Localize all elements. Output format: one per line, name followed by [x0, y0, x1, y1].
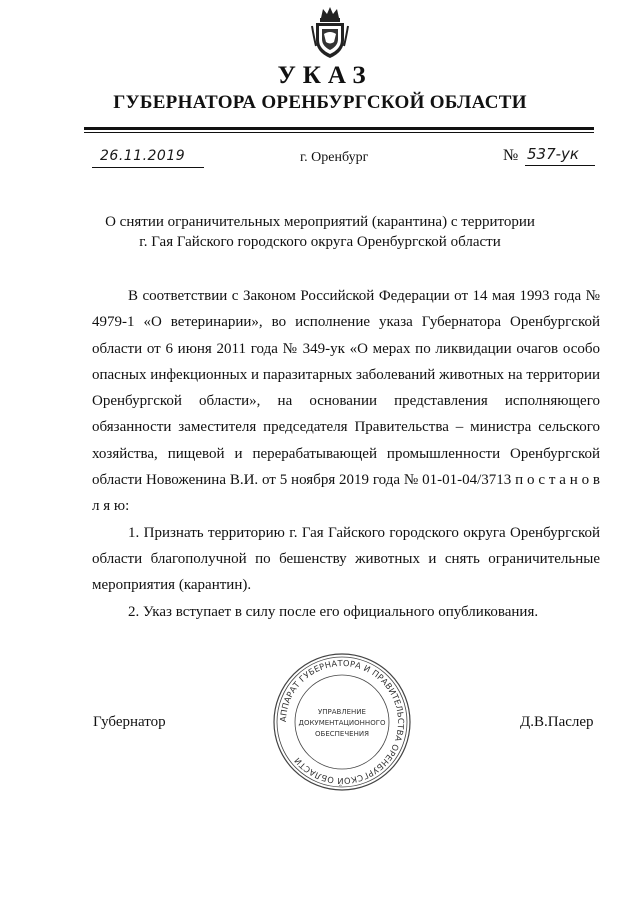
stamp-line-1: УПРАВЛЕНИЕ — [318, 708, 366, 716]
stamp-line-2: ДОКУМЕНТАЦИОННОГО — [298, 719, 386, 727]
number-underline — [525, 165, 595, 166]
number-sign: № — [503, 147, 519, 164]
official-stamp — [272, 652, 412, 792]
subject-line-1: О снятии ограничительных мероприятий (карантина) с территории — [105, 214, 535, 230]
decree-subject — [90, 212, 550, 252]
header-divider-thin — [84, 132, 594, 133]
decree-body — [92, 283, 600, 625]
issuer-title: ГУБЕРНАТОРА ОРЕНБУРГСКОЙ ОБЛАСТИ — [113, 92, 527, 113]
stamp-line-3: ОБЕСПЕЧЕНИЯ — [315, 730, 369, 738]
date-underline — [92, 167, 204, 168]
header-divider-thick — [84, 127, 594, 130]
stamp-ring-text: АППАРАТ ГУБЕРНАТОРА И ПРАВИТЕЛЬСТВА ОРЕНБУРГСКОЙ ОБЛАСТИ — [277, 657, 407, 787]
item-1-paragraph: 1. Признать территорию г. Гая Гайского городского округа Оренбургской области благополучной по бешенству животных и снять ограничительные мероприятия (карантин). — [92, 524, 600, 594]
item-2-paragraph: 2. Указ вступает в силу после его официального опубликования. — [128, 603, 539, 620]
document-type-title: УКАЗ — [277, 62, 373, 89]
issue-city: г. Оренбург — [300, 150, 369, 165]
subject-line-2: г. Гая Гайского городского округа Оренбургской области — [139, 234, 501, 250]
decree-number-value: 537-ук — [527, 145, 579, 163]
decree-number — [503, 145, 598, 169]
signatory-title: Губернатор — [93, 714, 166, 730]
signatory-name: Д.В.Паслер — [520, 714, 594, 730]
decree-date — [92, 148, 202, 170]
orenburg-coat-of-arms-icon — [310, 4, 350, 60]
preamble-paragraph: В соответствии с Законом Российской Федерации от 14 мая 1993 года № 4979-1 «О ветеринарии», во исполнение указа Губернатора Оренбургской области от 6 июня 2011 года № 349-ук «О мерах по ликвидации очагов особо опасных инфекционных и паразитарных заболеваний животных на территории Оренбургской области», на основании представления исполняющего обязанности заместителя председателя Правительства – министра сельского хозяйства, пищевой и перерабатывающей промышленности Оренбургской области Новоженина В.И. от 5 ноября 2019 года № 01-01-04/3713 п о с т а н о в л я ю: — [92, 288, 600, 515]
decree-date-value: 26.11.2019 — [100, 148, 186, 164]
